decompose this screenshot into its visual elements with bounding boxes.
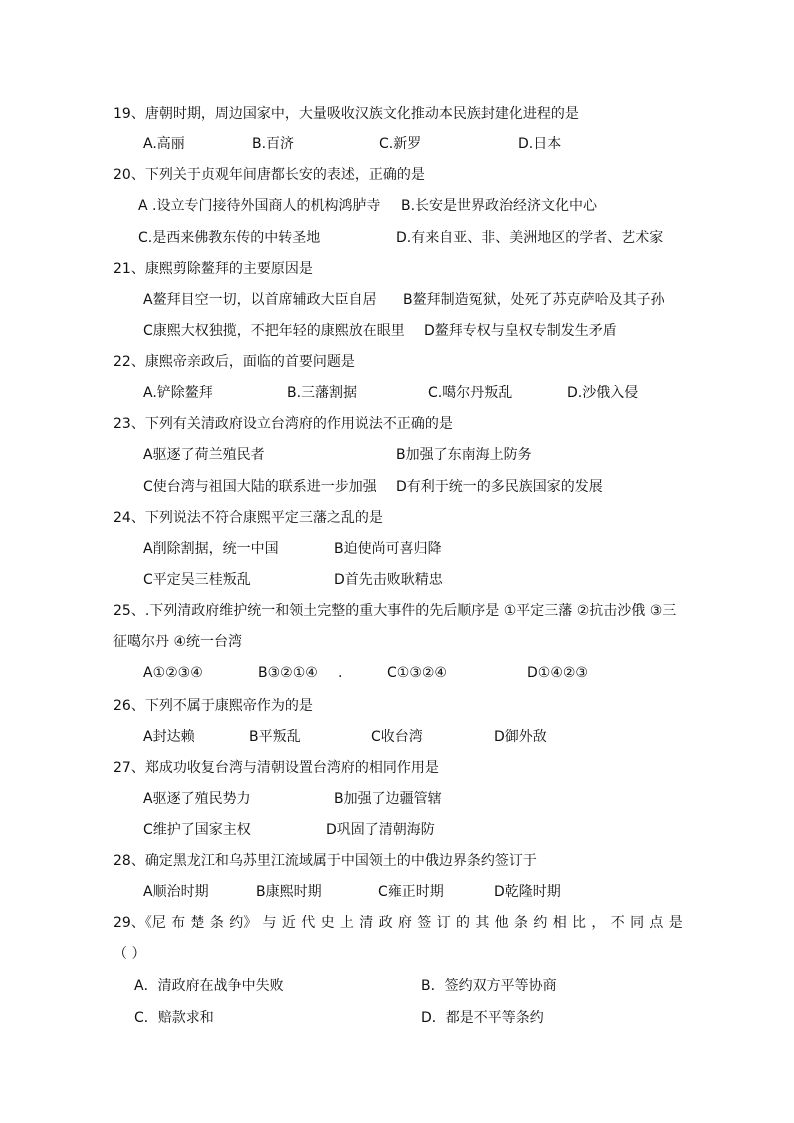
question-19-option-b: B.百济 bbox=[252, 136, 295, 152]
stem-part: ， bbox=[591, 915, 606, 931]
question-23-option-b: B加强了东南海上防务 bbox=[396, 447, 532, 463]
question-29-option-d: D．都是不平等条约 bbox=[421, 1010, 544, 1026]
stem-part: 签 bbox=[417, 915, 432, 931]
stem-part: 相 bbox=[552, 915, 567, 931]
question-19-stem: 19、唐朝时期，周边国家中，大量吸收汉族文化推动本民族封建化进程的是 bbox=[113, 106, 579, 122]
stem-part: 布 bbox=[171, 915, 186, 931]
question-25-stem-continued: 征噶尔丹 ④统一台湾 bbox=[113, 634, 243, 650]
question-29-answer-blank: （ ） bbox=[113, 946, 146, 962]
stem-part: 点 bbox=[649, 915, 664, 931]
stem-part: 政 bbox=[378, 915, 393, 931]
stem-part: 他 bbox=[494, 915, 509, 931]
question-23-option-c: C使台湾与祖国大陆的联系进一步加强 bbox=[143, 479, 377, 495]
question-19-option-a: A.高丽 bbox=[143, 136, 185, 152]
stem-part: 条 bbox=[514, 915, 529, 931]
stem-part: 约 bbox=[533, 915, 548, 931]
question-20-option-c: C.是西来佛教东传的中转圣地 bbox=[138, 230, 321, 246]
question-21-option-c: C康熙大权独揽，不把年轻的康熙放在眼里 bbox=[143, 323, 405, 339]
question-28-option-b: B康熙时期 bbox=[256, 884, 322, 900]
question-26-option-a: A封达赖 bbox=[143, 729, 195, 745]
question-25-stem: 25、.下列清政府维护统一和领土完整的重大事件的先后顺序是 ①平定三藩 ②抗击沙俄 ③三 bbox=[113, 603, 677, 619]
question-23-option-a: A驱逐了荷兰殖民者 bbox=[143, 447, 265, 463]
question-28-option-c: C雍正时期 bbox=[378, 884, 444, 900]
question-23-option-d: D有利于统一的多民族国家的发展 bbox=[396, 479, 603, 495]
question-21-option-b: B鳌拜制造冤狱，处死了苏克萨哈及其子孙 bbox=[403, 292, 665, 308]
stem-part: 29、《尼 bbox=[113, 915, 166, 931]
question-23-stem: 23、下列有关清政府设立台湾府的作用说法不正确的是 bbox=[113, 416, 453, 432]
stem-part: 其 bbox=[475, 915, 490, 931]
question-20-stem: 20、下列关于贞观年间唐都长安的表述，正确的是 bbox=[113, 167, 425, 183]
question-25-option-a: A①②③④ bbox=[143, 665, 203, 681]
question-25-stray-mark: . bbox=[338, 665, 343, 681]
stem-part: 近 bbox=[281, 915, 296, 931]
question-24-option-a: A削除割据，统一中国 bbox=[143, 541, 279, 557]
question-25-option-d: D①④②③ bbox=[527, 665, 588, 681]
question-28-option-a: A顺治时期 bbox=[143, 884, 209, 900]
question-26-option-b: B平叛乱 bbox=[249, 729, 301, 745]
question-24-option-c: C平定吴三桂叛乱 bbox=[143, 572, 251, 588]
stem-part: 府 bbox=[397, 915, 412, 931]
question-22-option-d: D.沙俄入侵 bbox=[567, 385, 639, 401]
stem-part: 清 bbox=[359, 915, 374, 931]
question-22-option-b: B.三藩割据 bbox=[287, 385, 358, 401]
question-21-option-d: D鳌拜专权与皇权专制发生矛盾 bbox=[424, 323, 617, 339]
question-22-option-c: C.噶尔丹叛乱 bbox=[428, 385, 513, 401]
question-26-option-d: D御外敌 bbox=[494, 729, 547, 745]
stem-part: 同 bbox=[630, 915, 645, 931]
question-27-option-b: B加强了边疆管辖 bbox=[334, 791, 442, 807]
question-21-stem: 21、康熙剪除鳌拜的主要原因是 bbox=[113, 261, 313, 277]
stem-part: 楚 bbox=[190, 915, 205, 931]
stem-part: 与 bbox=[262, 915, 277, 931]
question-27-stem: 27、郑成功收复台湾与清朝设置台湾府的相同作用是 bbox=[113, 760, 439, 776]
question-26-option-c: C收台湾 bbox=[371, 729, 423, 745]
question-29-option-a: A．清政府在战争中失败 bbox=[134, 978, 284, 994]
stem-part: 上 bbox=[339, 915, 354, 931]
question-27-option-a: A驱逐了殖民势力 bbox=[143, 791, 251, 807]
question-22-stem: 22、康熙帝亲政后，面临的首要问题是 bbox=[113, 354, 355, 370]
question-28-option-d: D乾隆时期 bbox=[494, 884, 561, 900]
question-26-stem: 26、下列不属于康熙帝作为的是 bbox=[113, 698, 313, 714]
question-20-option-a: A .设立专门接待外国商人的机构鸿胪寺 bbox=[138, 198, 381, 214]
question-27-option-d: D巩固了清朝海防 bbox=[326, 822, 435, 838]
question-29-option-b: B．签约双方平等协商 bbox=[421, 978, 557, 994]
stem-part: 代 bbox=[301, 915, 316, 931]
question-24-stem: 24、下列说法不符合康熙平定三藩之乱的是 bbox=[113, 510, 383, 526]
stem-part: 比 bbox=[572, 915, 587, 931]
question-24-option-b: B迫使尚可喜归降 bbox=[334, 541, 442, 557]
stem-part: 不 bbox=[610, 915, 625, 931]
question-25-option-c: C①③②④ bbox=[387, 665, 447, 681]
stem-part: 条 bbox=[209, 915, 224, 931]
question-19-option-d: D.日本 bbox=[518, 136, 562, 152]
question-22-option-a: A.铲除鳌拜 bbox=[143, 385, 213, 401]
stem-part: 订 bbox=[436, 915, 451, 931]
stem-part: 史 bbox=[320, 915, 335, 931]
question-27-option-c: C维护了国家主权 bbox=[143, 822, 251, 838]
question-28-stem: 28、确定黑龙江和乌苏里江流域属于中国领土的中俄边界条约签订于 bbox=[113, 853, 537, 869]
question-20-option-d: D.有来自亚、非、美洲地区的学者、艺术家 bbox=[396, 230, 664, 246]
question-24-option-d: D首先击败耿精忠 bbox=[334, 572, 443, 588]
question-19-option-c: C.新罗 bbox=[379, 136, 422, 152]
stem-part: 是 bbox=[668, 915, 683, 931]
question-25-option-b: B③②①④ bbox=[258, 665, 318, 681]
stem-part: 约》 bbox=[229, 915, 258, 931]
question-20-option-b: B.长安是世界政治经济文化中心 bbox=[401, 198, 598, 214]
question-21-option-a: A鳌拜目空一切，以首席辅政大臣自居 bbox=[143, 292, 377, 308]
stem-part: 的 bbox=[455, 915, 470, 931]
question-29-stem bbox=[113, 913, 683, 933]
question-29-option-c: C．赔款求和 bbox=[134, 1010, 214, 1026]
